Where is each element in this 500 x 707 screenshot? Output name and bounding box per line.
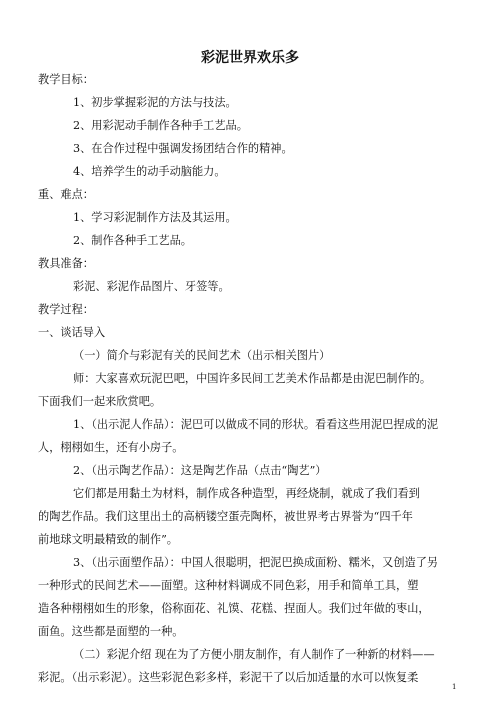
section-heading-materials: 教具准备： bbox=[38, 257, 94, 270]
section-heading-process: 教学过程： bbox=[38, 303, 94, 316]
document-title: 彩泥世界欢乐多 bbox=[201, 50, 299, 66]
paragraph-line: 人，栩栩如生，还有小房子。 bbox=[38, 441, 184, 454]
paragraph-line: 1、（出示泥人作品）：泥巴可以做成不同的形状。看看这些用泥巴捏成的泥 bbox=[73, 418, 439, 431]
section-heading-objectives: 教学目标： bbox=[38, 73, 94, 86]
paragraph-line: 师：大家喜欢玩泥巴吧，中国许多民间工艺美术作品都是由泥巴制作的。 bbox=[73, 372, 432, 385]
key-point-item: 2、制作各种手工艺品。 bbox=[73, 234, 192, 247]
paragraph-line: 造各种栩栩如生的形象，俗称面花、礼馍、花糕、捏面人。我们过年做的枣山， bbox=[38, 602, 430, 615]
section-heading-key-points: 重、难点： bbox=[38, 188, 94, 201]
process-step-heading: 一、谈话导入 bbox=[38, 326, 106, 339]
objective-item: 2、用彩泥动手制作各种手工艺品。 bbox=[73, 119, 248, 132]
subsection-heading: （一）简介与彩泥有关的民间艺术（出示相关图片） bbox=[73, 349, 331, 362]
paragraph-line: 彩泥。（出示彩泥）。这些彩泥色彩多样，彩泥干了以后加适量的水可以恢复柔 bbox=[38, 671, 419, 684]
paragraph-line: 2、（出示陶艺作品）：这是陶艺作品（点击“陶艺”） bbox=[73, 464, 327, 477]
materials-text: 彩泥、彩泥作品图片、牙签等。 bbox=[73, 280, 230, 293]
paragraph-line: 前地球文明最精致的制作”。 bbox=[38, 533, 178, 546]
objective-item: 1、初步掌握彩泥的方法与技法。 bbox=[73, 96, 237, 109]
subsection-heading: （二）彩泥介绍 现在为了方便小朋友制作，有人制作了一种新的材料—— bbox=[73, 648, 435, 661]
paragraph-line: 下面我们一起来欣赏吧。 bbox=[38, 395, 162, 408]
page-number: 1 bbox=[452, 683, 457, 691]
paragraph-line: 的陶艺作品。我们这里出土的高柄镂空蛋壳陶杯，被世界考古界誉为“四千年 bbox=[38, 510, 413, 523]
paragraph-line: 一种形式的民间艺术——面塑。这种材料调成不同色彩，用手和简单工具，塑 bbox=[38, 579, 419, 592]
objective-item: 4、培养学生的动手动脑能力。 bbox=[73, 165, 226, 178]
objective-item: 3、在合作过程中强调发扬团结合作的精神。 bbox=[73, 142, 293, 155]
paragraph-line: 3、（出示面塑作品）：中国人很聪明，把泥巴换成面粉、糯米，又创造了另 bbox=[73, 556, 439, 569]
key-point-item: 1、学习彩泥制作方法及其运用。 bbox=[73, 211, 237, 224]
paragraph-line: 面鱼。这些都是面塑的一种。 bbox=[38, 625, 184, 638]
paragraph-line: 它们都是用黏土为材料，制作成各种造型，再经烧制，就成了我们看到 bbox=[73, 487, 420, 500]
